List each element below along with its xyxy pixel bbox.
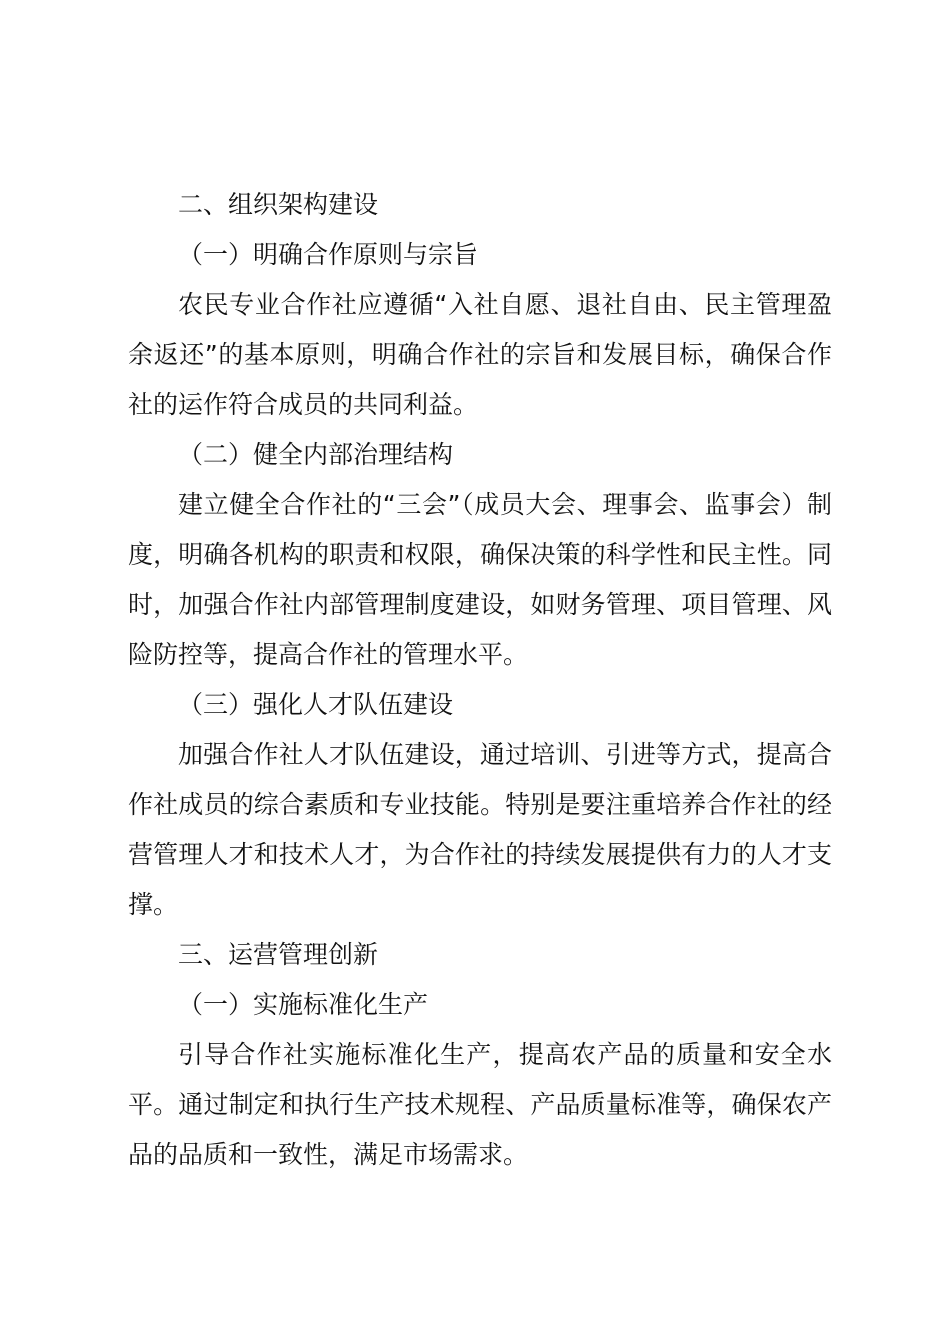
paragraph-talent: 加强合作社人才队伍建设，通过培训、引进等方式，提高合作社成员的综合素质和专业技能。特别是要注重培养合作社的经营管理人才和技术人才，为合作社的持续发展提供有力的人才支撑。: [128, 740, 832, 919]
paragraph-standardization: 引导合作社实施标准化生产，提高农产品的质量和安全水平。通过制定和执行生产技术规程、产品质量标准等，确保农产品的品质和一致性，满足市场需求。: [128, 1040, 832, 1169]
subsection-heading-governance: （二）健全内部治理结构: [178, 440, 454, 469]
subsection-heading-talent: （三）强化人才队伍建设: [178, 690, 454, 719]
paragraph-governance: 建立健全合作社的“三会”（成员大会、理事会、监事会）制度，明确各机构的职责和权限，确保决策的科学性和民主性。同时，加强合作社内部管理制度建设，如财务管理、项目管理、风险防控等，提高合作社的管理水平。: [128, 490, 832, 669]
subsection-heading-standardization: （一）实施标准化生产: [178, 990, 429, 1019]
section-heading-operations: 三、运营管理创新: [178, 940, 379, 969]
section-heading-organization: 二、组织架构建设: [178, 190, 379, 219]
subsection-heading-principles: （一）明确合作原则与宗旨: [178, 240, 479, 269]
document-body: [128, 180, 832, 1180]
paragraph-principles: 农民专业合作社应遵循“入社自愿、退社自由、民主管理盈余返还”的基本原则，明确合作社的宗旨和发展目标，确保合作社的运作符合成员的共同利益。: [128, 290, 832, 419]
